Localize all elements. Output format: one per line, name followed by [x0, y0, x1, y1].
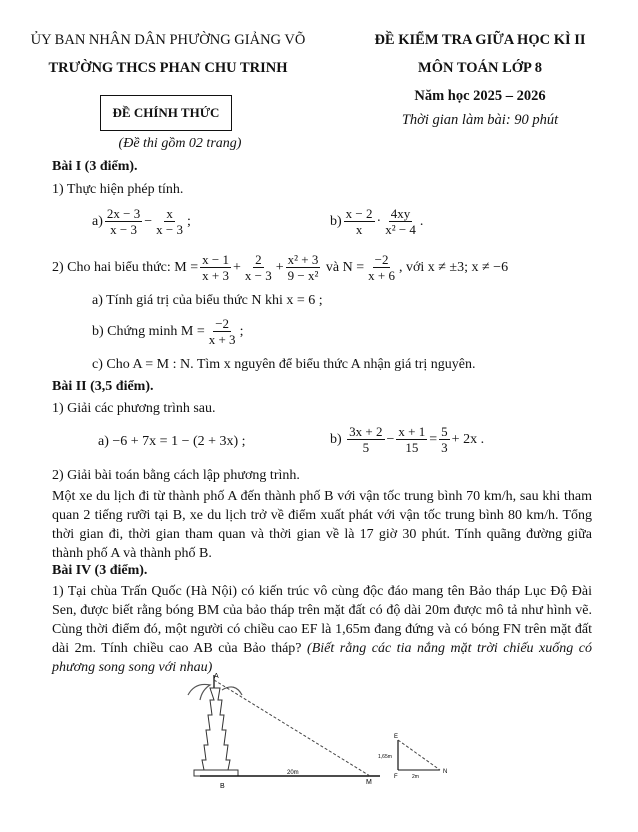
frac-den: x + 3 — [208, 331, 236, 347]
q2-N: N = — [342, 259, 365, 275]
q1a-label: a) — [92, 213, 103, 229]
frac-num: x² + 3 — [287, 251, 319, 267]
sun-ray-tower — [214, 680, 370, 776]
frac-num: 4xy — [390, 205, 411, 221]
frac-den: x² − 4 — [385, 221, 416, 237]
label-F: F — [394, 774, 398, 780]
q1a-frac2 — [154, 206, 185, 237]
bai2-frac3 — [439, 424, 450, 455]
bai2-frac1 — [347, 424, 384, 455]
frac-den: x − 3 — [244, 267, 272, 283]
label-N: N — [443, 769, 448, 775]
q2-M: M = — [174, 259, 199, 275]
header-right-line2: MÔN TOÁN LỚP 8 — [418, 60, 542, 76]
frac-den: 5 — [362, 439, 370, 455]
bai1-q1b — [330, 203, 423, 239]
label-E: E — [394, 734, 399, 740]
q2-n-frac — [366, 252, 397, 283]
label-BM: 20m — [287, 770, 299, 776]
header-right-line1: ĐỀ KIỂM TRA GIỮA HỌC KÌ II — [374, 32, 586, 48]
bai2-minus: − — [386, 431, 395, 447]
sun-ray-person — [398, 740, 440, 770]
frac-num: x + 1 — [398, 423, 426, 439]
frac-den: 3 — [441, 439, 448, 455]
q2-condition: , với x ≠ ±3; x ≠ −6 — [398, 259, 509, 275]
q1a-frac1 — [105, 206, 142, 237]
header-left-line2: TRƯỜNG THCS PHAN CHU TRINH — [48, 60, 288, 76]
bai1-q2c: c) Cho A = M : N. Tìm x nguyên để biểu thức A nhận giá trị nguyên. — [92, 357, 476, 372]
bai4-q1-note: (Biết rằng các tia nắng mặt trời chiếu xuống có phương song song với nhau) — [52, 641, 592, 675]
frac-num: −2 — [374, 251, 389, 267]
frac-num: 2 — [255, 251, 262, 267]
bai2-title: Bài II (3,5 điểm). — [52, 379, 154, 394]
frac-den: x + 3 — [202, 267, 229, 283]
frac-den: x + 6 — [368, 267, 395, 283]
q1a-end: ; — [186, 213, 191, 229]
bai2-q2: 2) Giải bài toán bằng cách lập phương trình. — [52, 468, 300, 483]
frac-num: −2 — [215, 315, 230, 331]
label-EF: 1,65m — [378, 754, 392, 760]
official-label: ĐỀ CHÍNH THỨC — [100, 95, 232, 131]
frac-num: 5 — [441, 423, 448, 439]
pagoda-tower — [188, 675, 242, 776]
bai2-q2-text: Một xe du lịch đi từ thành phố A đến thành phố B với vận tốc trung bình 70 km/h, sau khi tham quan 2 tiếng rưỡi tại B, xe du lịch trở về điểm xuất phát với vận tốc trung bình 80 km/h. Tổng thời gian đi, thời gian tham quan và thời gian về là 17 giờ 30 phút. Tính quãng đường giữa thành phố A và thành phố B. — [52, 489, 592, 561]
q2-plus1: + — [232, 259, 241, 275]
q1b-frac1 — [344, 206, 375, 237]
label-M: M — [366, 779, 372, 786]
bai1-q1a — [92, 203, 191, 239]
label-FN: 2m — [412, 774, 419, 780]
q2b-frac — [207, 316, 238, 347]
q2-m-frac2 — [243, 252, 274, 283]
bai2-q1b — [330, 420, 484, 458]
frac-den: x − 3 — [110, 221, 137, 237]
bai2-eq: = — [429, 431, 438, 447]
bai1-title: Bài I (3 điểm). — [52, 159, 138, 174]
tower-shadow-figure — [180, 670, 480, 820]
label-B: B — [220, 783, 225, 790]
q1b-dot: · — [376, 213, 382, 229]
header-left-line1: ỦY BAN NHÂN DÂN PHƯỜNG GIẢNG VÕ — [30, 32, 306, 48]
bai2-q1b-label: b) — [330, 431, 342, 447]
q2-m-frac1 — [200, 252, 231, 283]
bai2-end: + 2x . — [451, 431, 485, 447]
q1b-label: b) — [330, 213, 342, 229]
label-A: A — [214, 673, 219, 680]
bai4-title: Bài IV (3 điểm). — [52, 563, 148, 578]
school-year: Năm học 2025 – 2026 — [414, 88, 546, 104]
q2b-end: ; — [239, 323, 244, 339]
frac-den: 15 — [405, 439, 419, 455]
frac-num: x − 2 — [345, 205, 373, 221]
q2-m-frac3 — [286, 252, 321, 283]
frac-den: x — [355, 221, 363, 237]
frac-num: 2x − 3 — [106, 205, 141, 221]
exam-time: Thời gian làm bài: 90 phút — [401, 112, 559, 128]
bai2-frac2 — [396, 424, 427, 455]
frac-num: x — [166, 205, 173, 221]
bai1-q1: 1) Thực hiện phép tính. — [52, 182, 184, 197]
q1b-end: . — [419, 213, 424, 229]
q2-plus2: + — [275, 259, 284, 275]
frac-num: 3x + 2 — [349, 423, 383, 439]
bai4-q1-text: 1) Tại chùa Trấn Quốc (Hà Nội) có kiến trúc vô cùng độc đáo mang tên Bảo tháp Lục Độ Đài Sen, được biết rằng bóng BM của bảo tháp trên mặt đất có độ dài 20m được mô tả như hình vẽ. Cùng thời điểm đó, một người có chiều cao EF là 1,65m đang đứng và có bóng FN trên mặt đất dài 2m. Tính chiều cao AB của Bảo tháp? — [52, 584, 592, 656]
q2b-text: b) Chứng minh M = — [92, 323, 205, 339]
q2-intro: 2) Cho hai biểu thức: — [52, 259, 171, 275]
frac-den: x − 3 — [156, 221, 183, 237]
q1a-minus: − — [144, 213, 153, 229]
bai1-q2b — [92, 312, 243, 350]
bai1-q2 — [52, 248, 508, 286]
bai2-q1a: a) −6 + 7x = 1 − (2 + 3x) ; — [98, 434, 246, 449]
bai2-q1: 1) Giải các phương trình sau. — [52, 401, 216, 416]
q2-and: và — [325, 259, 340, 275]
bai1-q2a: a) Tính giá trị của biểu thức N khi x = 6 ; — [92, 293, 323, 308]
frac-num: x − 1 — [202, 251, 229, 267]
bai4-q1 — [52, 582, 592, 677]
q1b-frac2 — [383, 206, 418, 237]
pages-note: (Đề thi gồm 02 trang) — [118, 136, 242, 151]
frac-den: 9 − x² — [287, 267, 319, 283]
